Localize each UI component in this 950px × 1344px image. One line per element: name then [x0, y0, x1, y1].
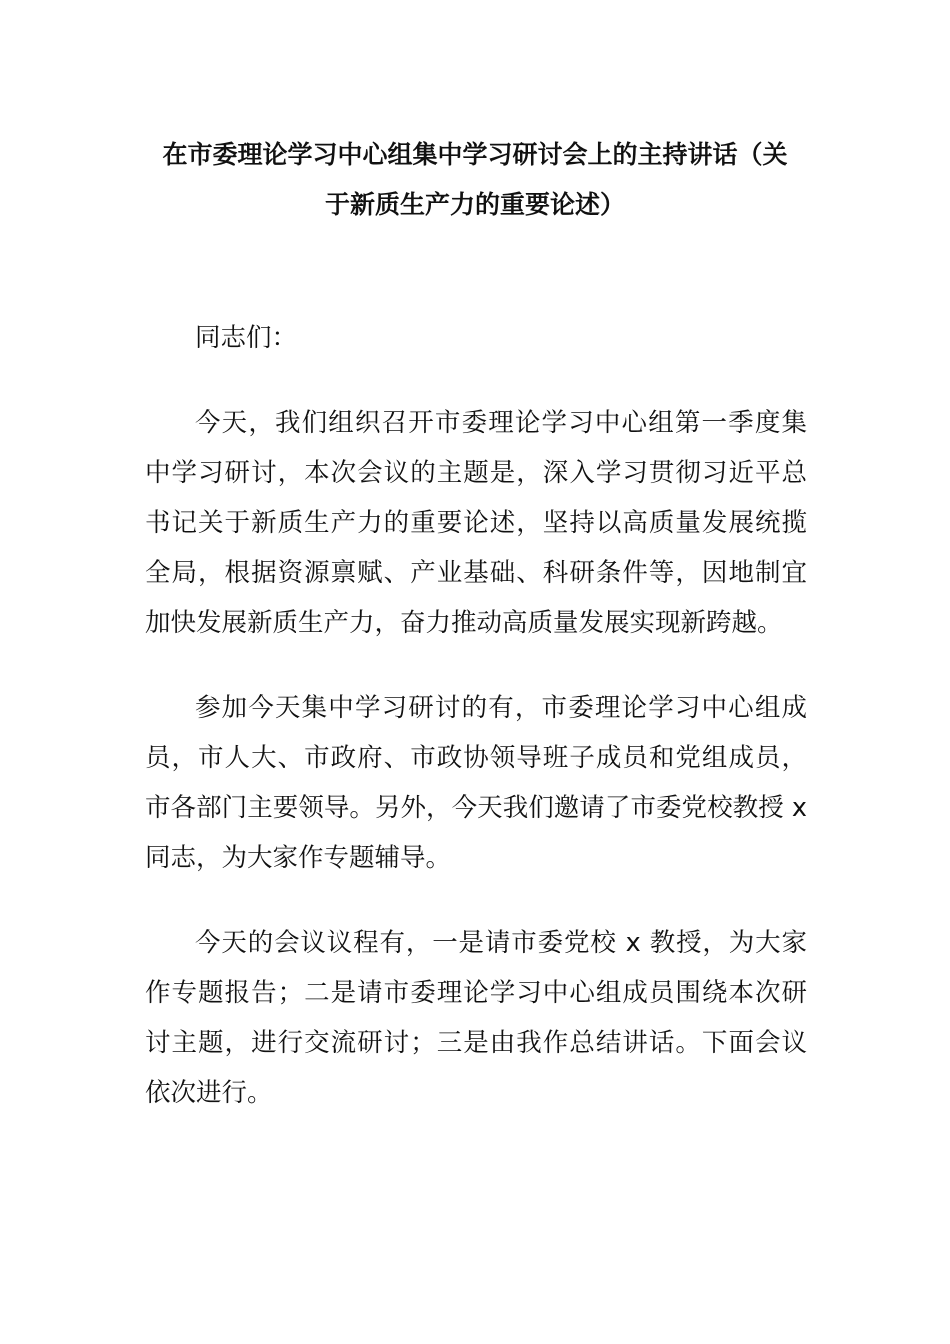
paragraph-line: 讨主题，进行交流研讨；三是由我作总结讲话。下面会议: [145, 1028, 807, 1058]
title-line: 于新质生产力的重要论述）: [324, 190, 625, 219]
paragraph-line: 今天的会议议程有，一是请市委党校 x 教授，为大家: [195, 928, 807, 958]
paragraph-line: 今天，我们组织召开市委理论学习中心组第一季度集: [195, 408, 807, 438]
document-title: [150, 130, 800, 230]
paragraph-line: 书记关于新质生产力的重要论述，坚持以高质量发展统揽: [145, 508, 807, 538]
paragraph-line: 中学习研讨，本次会议的主题是，深入学习贯彻习近平总: [145, 458, 807, 488]
paragraph-line: 员，市人大、市政府、市政协领导班子成员和党组成员，: [145, 743, 807, 773]
paragraph-line: 市各部门主要领导。另外，今天我们邀请了市委党校教授 x: [145, 793, 807, 823]
paragraph-opening: [145, 398, 807, 648]
paragraph-attendees: [145, 683, 807, 883]
paragraph-line: 参加今天集中学习研讨的有，市委理论学习中心组成: [195, 693, 807, 723]
paragraph-agenda: [145, 918, 807, 1118]
paragraph-line: 依次进行。: [145, 1078, 273, 1108]
paragraph-line: 全局，根据资源禀赋、产业基础、科研条件等，因地制宜: [145, 558, 807, 588]
paragraph-line: 加快发展新质生产力，奋力推动高质量发展实现新跨越。: [145, 608, 783, 638]
paragraph-line: 同志，为大家作专题辅导。: [145, 843, 452, 873]
greeting: 同志们：: [195, 323, 298, 353]
paragraph-line: 作专题报告；二是请市委理论学习中心组成员围绕本次研: [145, 978, 807, 1008]
title-line: 在市委理论学习中心组集中学习研讨会上的主持讲话（关: [162, 140, 788, 169]
